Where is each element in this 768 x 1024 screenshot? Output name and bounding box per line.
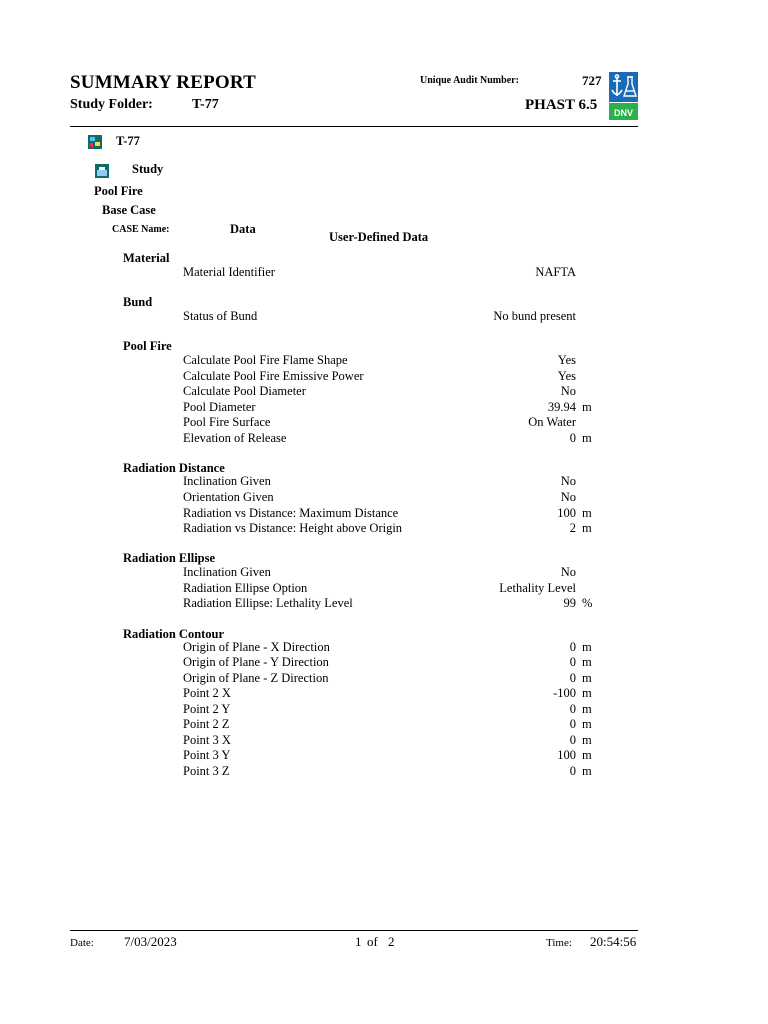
footer-time-label: Time: — [546, 937, 572, 949]
row-value: 100 — [557, 748, 576, 762]
row-label: Point 3 Y — [183, 748, 231, 762]
row-unit: m — [582, 431, 592, 445]
data-row — [0, 431, 768, 446]
row-value: 0 — [569, 431, 576, 445]
user-defined-data-label: User-Defined Data — [329, 230, 429, 244]
row-unit: m — [582, 748, 592, 762]
audit-number-value: 727 — [582, 73, 602, 88]
row-unit: m — [582, 764, 592, 778]
row-label: Material Identifier — [183, 265, 275, 279]
tree-pool-fire: Pool Fire — [94, 184, 143, 198]
row-label: Inclination Given — [183, 474, 271, 488]
row-value: 0 — [569, 671, 576, 685]
row-value: 2 — [569, 521, 576, 535]
section-heading-bund: Bund — [123, 295, 153, 309]
row-label: Orientation Given — [183, 490, 274, 504]
data-row — [0, 686, 768, 701]
data-row — [0, 369, 768, 384]
row-label: Pool Fire Surface — [183, 415, 271, 429]
row-value: 100 — [557, 506, 576, 520]
data-row — [0, 565, 768, 580]
study-folder-value: T-77 — [192, 97, 219, 112]
row-label: Origin of Plane - X Direction — [183, 640, 330, 654]
section-heading-radiation-ellipse: Radiation Ellipse — [123, 551, 216, 565]
data-row — [0, 265, 768, 280]
data-row — [0, 671, 768, 686]
row-value: No — [560, 565, 576, 579]
data-row — [0, 655, 768, 670]
data-row — [0, 640, 768, 655]
row-label: Origin of Plane - Z Direction — [183, 671, 329, 685]
row-unit: m — [582, 686, 592, 700]
row-unit: m — [582, 521, 592, 535]
section-heading-pool-fire: Pool Fire — [123, 339, 172, 353]
row-label: Calculate Pool Fire Flame Shape — [183, 353, 348, 367]
row-value: 0 — [569, 733, 576, 747]
section-heading-radiation-contour: Radiation Contour — [123, 627, 225, 641]
footer-page-total: 2 — [388, 934, 395, 949]
study-folder-label: Study Folder: — [70, 97, 153, 112]
product-name: PHAST 6.5 — [525, 97, 598, 113]
row-value: 0 — [569, 702, 576, 716]
footer-divider — [70, 930, 638, 931]
section-heading-radiation-distance: Radiation Distance — [123, 461, 225, 475]
data-row — [0, 596, 768, 611]
row-value: Lethality Level — [499, 581, 576, 595]
data-label: Data — [230, 222, 256, 236]
row-unit: m — [582, 671, 592, 685]
row-value: No — [560, 384, 576, 398]
row-value: 0 — [569, 717, 576, 731]
row-unit: m — [582, 702, 592, 716]
row-value: Yes — [557, 369, 576, 383]
row-label: Radiation Ellipse Option — [183, 581, 308, 595]
row-label: Calculate Pool Fire Emissive Power — [183, 369, 364, 383]
section-heading-material: Material — [123, 251, 170, 265]
row-label: Point 2 Z — [183, 717, 230, 731]
case-name-label: CASE Name: — [112, 224, 170, 235]
data-row — [0, 748, 768, 763]
footer-time-value: 20:54:56 — [590, 934, 637, 949]
row-label: Point 2 Y — [183, 702, 231, 716]
data-row — [0, 717, 768, 732]
data-row — [0, 384, 768, 399]
row-value: No — [560, 490, 576, 504]
row-value: No — [560, 474, 576, 488]
row-label: Point 2 X — [183, 686, 231, 700]
row-unit: m — [582, 506, 592, 520]
row-label: Radiation vs Distance: Height above Origin — [183, 521, 403, 535]
row-value: 0 — [569, 764, 576, 778]
row-value: Yes — [557, 353, 576, 367]
footer-page-number: 1 — [355, 934, 362, 949]
report-title: SUMMARY REPORT — [70, 72, 256, 93]
data-row — [0, 702, 768, 717]
dnv-logo — [609, 72, 638, 120]
data-row — [0, 415, 768, 430]
row-value: NAFTA — [535, 265, 576, 279]
row-unit: m — [582, 655, 592, 669]
audit-number-label: Unique Audit Number: — [420, 75, 519, 86]
row-value: 0 — [569, 655, 576, 669]
svg-text:DNV: DNV — [613, 108, 634, 118]
row-unit: m — [582, 400, 592, 414]
data-row — [0, 490, 768, 505]
header-divider — [70, 126, 638, 127]
row-value: On Water — [528, 415, 576, 429]
footer-page-of: of — [367, 934, 378, 949]
row-value: 39.94 — [547, 400, 576, 414]
footer-date-label: Date: — [70, 937, 94, 949]
row-label: Calculate Pool Diameter — [183, 384, 306, 398]
row-label: Status of Bund — [183, 309, 258, 323]
row-unit: m — [582, 733, 592, 747]
data-row — [0, 506, 768, 521]
data-row — [0, 400, 768, 415]
row-label: Point 3 X — [183, 733, 231, 747]
tree-base-case: Base Case — [102, 203, 156, 217]
row-label: Origin of Plane - Y Direction — [183, 655, 329, 669]
row-unit: m — [582, 717, 592, 731]
footer-date-value: 7/03/2023 — [124, 934, 177, 949]
data-row — [0, 309, 768, 324]
row-label: Radiation Ellipse: Lethality Level — [183, 596, 353, 610]
data-row — [0, 353, 768, 368]
tree-study: Study — [132, 162, 164, 176]
data-row — [0, 581, 768, 596]
row-value: -100 — [553, 686, 576, 700]
row-unit: m — [582, 640, 592, 654]
row-label: Radiation vs Distance: Maximum Distance — [183, 506, 399, 520]
study-icon — [95, 164, 109, 178]
row-value: 99 — [563, 596, 576, 610]
row-label: Point 3 Z — [183, 764, 230, 778]
data-row — [0, 521, 768, 536]
row-unit: % — [582, 596, 593, 610]
data-row — [0, 764, 768, 779]
tree-folder-name: T-77 — [116, 134, 140, 148]
row-label: Pool Diameter — [183, 400, 256, 414]
row-value: 0 — [569, 640, 576, 654]
folder-tree-icon — [88, 135, 102, 149]
row-label: Inclination Given — [183, 565, 271, 579]
data-row — [0, 733, 768, 748]
data-row — [0, 474, 768, 489]
row-label: Elevation of Release — [183, 431, 287, 445]
row-value: No bund present — [493, 309, 576, 323]
